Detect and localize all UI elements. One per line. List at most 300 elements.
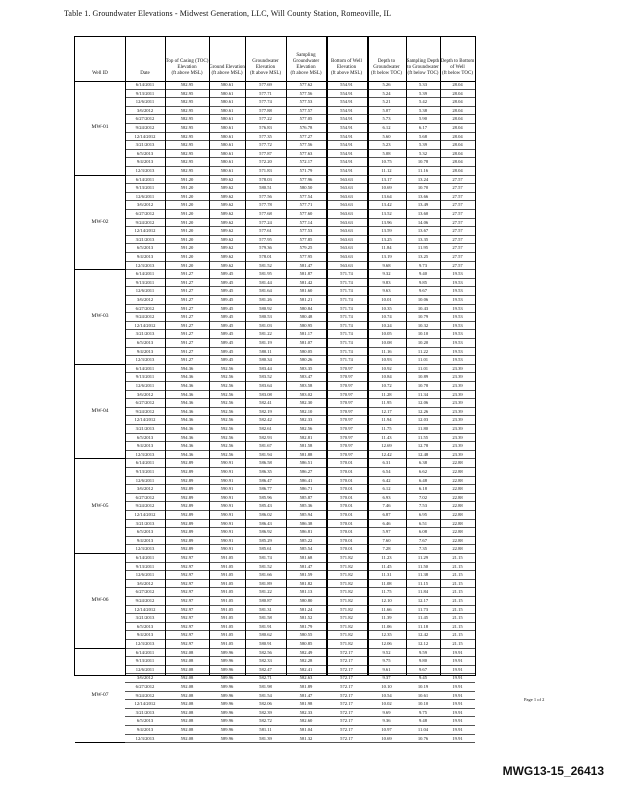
table-cell: 21.15: [452, 615, 463, 621]
table-cell: 594.36: [180, 408, 194, 414]
table-row: [125, 597, 475, 606]
table-cell: 589.62: [220, 176, 234, 182]
table-cell: 581.13: [299, 589, 313, 595]
table-cell: 12.78: [417, 443, 429, 449]
table-cell: 577.56: [299, 90, 313, 96]
table-cell: 6.18: [418, 486, 428, 492]
table-cell: 9/4/2013: [136, 443, 154, 449]
table-cell: 581.26: [259, 296, 272, 302]
table-cell: 580.26: [299, 357, 313, 363]
table-cell: 591.27: [180, 348, 194, 354]
table-cell: 580.51: [259, 185, 272, 191]
table-cell: 13.59: [381, 228, 392, 234]
table-cell: 581.52: [299, 615, 313, 621]
table-cell: 581.88: [299, 451, 313, 457]
table-cell: 580.34: [259, 357, 272, 363]
column-header-label: Sampling Groundwater Elevation: [292, 53, 320, 70]
table-cell: 592.56: [220, 391, 234, 397]
table-cell: 581.58: [299, 443, 313, 449]
table-cell: 591.27: [180, 296, 194, 302]
table-cell: 571.82: [340, 555, 353, 560]
table-cell: 582.06: [259, 701, 272, 707]
table-row: [125, 408, 475, 417]
table-cell: 23.39: [452, 451, 463, 457]
table-row: [125, 485, 475, 494]
table-row: [125, 468, 475, 477]
table-cell: 6/27/2012: [135, 305, 155, 311]
table-cell: 592.56: [220, 443, 234, 449]
table-cell: 592.56: [220, 434, 234, 440]
table-cell: 28.04: [452, 159, 463, 165]
table-cell: 570.01: [340, 460, 353, 466]
table-cell: 3/21/2013: [135, 615, 155, 621]
table-cell: 586.41: [299, 477, 313, 483]
table-cell: 592.97: [180, 632, 194, 638]
table-cell: 586.58: [259, 460, 272, 466]
table-cell: 591.20: [180, 193, 194, 199]
table-cell: 582.41: [259, 400, 272, 406]
table-cell: 12.42: [417, 632, 429, 638]
table-cell: 7.60: [382, 537, 391, 543]
table-cell: 13.60: [417, 210, 429, 216]
table-cell: 572.17: [340, 666, 353, 672]
table-cell: 590.91: [220, 503, 234, 509]
table-cell: 19.91: [452, 649, 463, 655]
table-cell: 589.96: [220, 666, 234, 672]
table-cell: 571.74: [340, 357, 353, 363]
table-cell: 12/6/2011: [135, 382, 155, 388]
table-cell: 28.04: [452, 99, 463, 105]
table-cell: 12/14/2012: [134, 417, 156, 423]
table-cell: 6/27/2012: [135, 683, 155, 689]
table-cell: 6/5/2013: [136, 150, 154, 156]
table-cell: 591.27: [180, 288, 194, 294]
table-cell: 6/14/2011: [135, 176, 155, 182]
table-cell: 7.46: [382, 503, 391, 509]
table-cell: 572.20: [259, 159, 272, 165]
table-cell: 589.62: [220, 228, 234, 234]
table-cell: 582.95: [180, 90, 194, 96]
table-cell: 577.95: [259, 236, 272, 242]
table-cell: 11.84: [381, 245, 392, 251]
table-cell: 6/27/2012: [135, 116, 155, 122]
table-cell: 19.53: [452, 314, 463, 320]
table-row: [125, 253, 475, 262]
column-header: [125, 37, 165, 81]
document-id: MWG13-15_26413: [502, 764, 604, 778]
table-row: [125, 141, 475, 150]
table-row: [125, 98, 475, 107]
table-cell: 581.66: [259, 572, 272, 578]
table-cell: 23.39: [452, 382, 463, 388]
table-cell: 5.73: [382, 116, 391, 122]
table-cell: 582.39: [259, 709, 272, 715]
table-cell: 571.83: [259, 168, 272, 173]
table-cell: 12/3/2013: [135, 262, 155, 268]
table-cell: 11.95: [381, 400, 392, 406]
table-cell: 582.95: [180, 107, 194, 113]
table-row: [125, 150, 475, 159]
table-cell: 591.05: [220, 623, 234, 629]
column-divider: [286, 37, 287, 675]
table-cell: 11.43: [381, 434, 392, 440]
table-cell: 563.63: [340, 210, 353, 216]
table-cell: 13.35: [417, 236, 429, 242]
table-cell: 594.36: [180, 425, 194, 431]
table-cell: 10.97: [381, 726, 392, 732]
table-cell: 577.05: [299, 116, 313, 122]
table-cell: 581.04: [299, 726, 313, 732]
table-cell: 6.38: [418, 460, 428, 466]
table-cell: 589.45: [220, 339, 234, 345]
table-cell: 582.95: [180, 133, 194, 139]
table-cell: 591.27: [180, 271, 194, 277]
table-cell: 19.91: [452, 735, 463, 741]
table-cell: 592.97: [180, 623, 194, 629]
table-cell: 11.22: [417, 348, 429, 354]
table-cell: 10.61: [417, 692, 429, 698]
table-cell: 9/13/2011: [135, 468, 155, 474]
table-cell: 11.95: [417, 245, 429, 251]
table-cell: 592.97: [180, 563, 194, 569]
table-cell: 6.31: [382, 460, 391, 466]
table-cell: 10.06: [417, 296, 429, 302]
table-cell: 589.45: [220, 288, 234, 294]
well-group: [75, 81, 475, 176]
table-cell: 27.57: [452, 202, 463, 208]
table-cell: 581.98: [299, 701, 313, 707]
table-cell: 10.92: [381, 365, 392, 371]
table-cell: 572.17: [340, 718, 353, 724]
column-header-label: Date: [140, 71, 150, 76]
table-row: [125, 657, 475, 666]
table-cell: 28.04: [452, 142, 463, 148]
table-cell: 590.91: [220, 477, 234, 483]
table-row: [125, 330, 475, 339]
well-id: MW-04: [91, 408, 109, 415]
table-cell: 592.89: [180, 537, 194, 543]
table-cell: 581.68: [299, 555, 313, 560]
table-row: [125, 322, 475, 331]
table-cell: 9.63: [382, 288, 391, 294]
table-row: [125, 545, 475, 554]
table-cell: 23.39: [452, 400, 463, 406]
table-cell: 591.05: [220, 563, 234, 569]
table-cell: 9/24/2012: [135, 219, 155, 225]
table-cell: 11.28: [381, 391, 392, 397]
table-cell: 11.04: [417, 726, 429, 732]
table-row: [125, 451, 475, 460]
table-cell: 563.63: [340, 262, 353, 268]
table-cell: 580.55: [299, 632, 313, 638]
column-header-label: Well ID: [92, 71, 108, 76]
table-cell: 571.79: [299, 168, 313, 173]
table-cell: 581.19: [259, 339, 272, 345]
table-cell: 581.22: [259, 331, 272, 337]
table-cell: 594.36: [180, 374, 194, 380]
table-cell: 10.10: [381, 683, 392, 689]
table-cell: 580.80: [299, 598, 313, 603]
table-row: [125, 305, 475, 314]
table-row: [125, 666, 475, 675]
table-cell: 590.91: [220, 511, 234, 517]
table-cell: 11.23: [381, 555, 392, 560]
table-cell: 581.47: [299, 262, 313, 268]
table-cell: 6/5/2013: [136, 245, 154, 251]
table-cell: 19.91: [452, 658, 463, 664]
column-header-label: Top of Casing (TOC) Elevation: [165, 59, 209, 70]
table-cell: 19.53: [452, 305, 463, 311]
table-cell: 570.01: [340, 494, 353, 500]
table-cell: 11.16: [381, 348, 392, 354]
table-row: [125, 365, 475, 374]
table-cell: 572.17: [340, 701, 353, 707]
table-cell: 13.96: [381, 219, 392, 225]
table-cell: 9.59: [418, 649, 428, 655]
table-cell: 580.11: [259, 348, 272, 354]
table-row: [125, 588, 475, 597]
table-cell: 590.91: [220, 537, 234, 543]
table-cell: 10.72: [381, 382, 392, 388]
column-header: [406, 37, 440, 81]
table-cell: 577.72: [259, 142, 272, 148]
table-cell: 9.45: [418, 675, 428, 681]
table-cell: 9/24/2012: [135, 692, 155, 698]
table-row: [125, 158, 475, 167]
table-cell: 13.19: [381, 253, 392, 259]
column-header-label: Sampling Depth to Groundwater: [406, 59, 440, 70]
table-cell: 11.75: [381, 589, 392, 595]
table-cell: 9.75: [418, 709, 428, 715]
table-cell: 6.62: [418, 468, 428, 474]
table-cell: 13.66: [417, 193, 429, 199]
table-cell: 6.48: [418, 477, 428, 483]
table-cell: 554.91: [340, 82, 353, 87]
table-cell: 570.97: [340, 382, 353, 388]
table-cell: 6/5/2013: [136, 623, 154, 629]
table-cell: 13.17: [381, 176, 392, 182]
table-cell: 19.91: [452, 683, 463, 689]
table-cell: 571.82: [340, 606, 353, 612]
table-cell: 583.64: [259, 382, 272, 388]
table-cell: 554.91: [340, 168, 353, 173]
table-cell: 582.95: [180, 150, 194, 156]
table-cell: 3/21/2013: [135, 331, 155, 337]
table-cell: 6/5/2013: [136, 529, 154, 535]
table-row: [125, 494, 475, 503]
table-cell: 3/6/2012: [136, 580, 154, 586]
table-cell: 6/14/2011: [135, 555, 155, 560]
table-cell: 589.62: [220, 210, 234, 216]
table-cell: 28.04: [452, 125, 463, 130]
table-cell: 592.08: [180, 658, 194, 664]
table-cell: 581.32: [299, 735, 313, 741]
table-cell: 11.08: [381, 580, 392, 586]
table-cell: 577.56: [259, 193, 272, 199]
table-cell: 581.44: [259, 279, 272, 285]
table-cell: 11.39: [381, 615, 392, 621]
table-cell: 554.91: [340, 116, 353, 122]
table-cell: 592.97: [180, 641, 194, 646]
table-cell: 563.63: [340, 228, 353, 234]
table-cell: 6/14/2011: [135, 365, 155, 371]
table-cell: 582.95: [180, 82, 194, 87]
table-cell: 581.67: [259, 443, 272, 449]
table-cell: 28.04: [452, 82, 463, 87]
table-cell: 581.91: [259, 623, 272, 629]
table-row: [125, 528, 475, 537]
well-id: MW-02: [91, 218, 109, 225]
table-cell: 28.04: [452, 168, 463, 173]
table-cell: 577.85: [299, 236, 313, 242]
table-cell: 554.91: [340, 125, 353, 130]
column-header: [245, 37, 286, 81]
table-cell: 21.15: [452, 572, 463, 578]
table-cell: 23.39: [452, 374, 463, 380]
table-cell: 19.91: [452, 701, 463, 707]
table-cell: 591.27: [180, 322, 194, 328]
table-cell: 12/6/2011: [135, 99, 155, 105]
table-cell: 586.02: [259, 511, 272, 517]
table-cell: 582.93: [259, 434, 272, 440]
table-cell: 591.27: [180, 339, 194, 345]
table-cell: 570.01: [340, 477, 353, 483]
table-row: [125, 296, 475, 305]
table-cell: 589.96: [220, 718, 234, 724]
table-cell: 577.63: [299, 150, 313, 156]
table-cell: 581.54: [259, 692, 272, 698]
table-cell: 592.89: [180, 468, 194, 474]
table-cell: 583.52: [259, 374, 272, 380]
table-cell: 594.36: [180, 400, 194, 406]
table-cell: 580.61: [220, 150, 234, 156]
table-cell: 592.56: [220, 408, 234, 414]
table-cell: 590.91: [220, 460, 234, 466]
table-cell: 586.81: [299, 529, 313, 535]
table-cell: 9.37: [382, 675, 391, 681]
table-cell: 11.15: [417, 580, 429, 586]
table-cell: 582.95: [180, 125, 194, 130]
table-cell: 570.01: [340, 546, 353, 552]
table-cell: 582.95: [180, 99, 194, 105]
table-cell: 583.35: [299, 365, 313, 371]
table-cell: 5.26: [382, 82, 391, 87]
table-cell: 577.62: [299, 82, 313, 87]
table-cell: 592.08: [180, 718, 194, 724]
table-cell: 12/14/2012: [134, 228, 156, 234]
table-cell: 9/4/2013: [136, 253, 154, 259]
table-cell: 581.82: [299, 580, 313, 586]
table-cell: 9/24/2012: [135, 408, 155, 414]
well-group: [75, 270, 475, 365]
column-header-label: Depth to Groundwater: [373, 59, 400, 70]
table-cell: 582.33: [299, 417, 313, 423]
table-cell: 3/21/2013: [135, 142, 155, 148]
table-cell: 578.01: [259, 253, 272, 259]
table-cell: 582.28: [299, 658, 313, 664]
table-cell: 6.51: [418, 520, 428, 526]
table-cell: 12.10: [381, 598, 392, 603]
table-cell: 592.89: [180, 520, 194, 526]
table-cell: 570.97: [340, 391, 353, 397]
column-header-label: Bottom of Well Elevation: [331, 59, 362, 70]
table-cell: 6/14/2011: [135, 649, 155, 655]
table-cell: 23.39: [452, 417, 463, 423]
table-cell: 10.84: [381, 374, 392, 380]
column-header-units: (ft above MSL): [330, 71, 363, 76]
table-row: [125, 133, 475, 142]
table-cell: 13.42: [381, 202, 392, 208]
table-cell: 22.88: [452, 511, 463, 517]
table-cell: 22.88: [452, 486, 463, 492]
table-cell: 3/6/2012: [136, 296, 154, 302]
well-group: [75, 365, 475, 460]
table-cell: 571.82: [340, 563, 353, 569]
table-cell: 590.91: [220, 529, 234, 535]
table-cell: 592.08: [180, 683, 194, 689]
table-cell: 13.52: [381, 210, 392, 216]
table-cell: 591.05: [220, 580, 234, 586]
table-row: [125, 270, 475, 279]
table-cell: 582.95: [180, 159, 194, 165]
column-header-label: Groundwater Elevation: [252, 59, 279, 70]
table-cell: 6/14/2011: [135, 460, 155, 466]
table-cell: 571.82: [340, 572, 353, 578]
well-group: [75, 176, 475, 271]
table-cell: 12/14/2012: [134, 606, 156, 612]
table-cell: 5.32: [418, 150, 428, 156]
table-cell: 589.62: [220, 202, 234, 208]
table-cell: 9/13/2011: [135, 658, 155, 664]
table-cell: 592.56: [220, 451, 234, 457]
table-cell: 591.27: [180, 305, 194, 311]
table-cell: 12/3/2013: [135, 168, 155, 173]
table-cell: 13.25: [417, 253, 429, 259]
table-cell: 7.02: [418, 494, 428, 500]
table-cell: 5.39: [418, 90, 428, 96]
table-cell: 563.63: [340, 245, 353, 251]
table-cell: 3/21/2013: [135, 520, 155, 526]
table-cell: 554.91: [340, 133, 353, 139]
table-cell: 10.76: [417, 735, 429, 741]
table-cell: 592.97: [180, 580, 194, 586]
table-row: [125, 442, 475, 451]
table-cell: 586.77: [259, 486, 272, 492]
table-cell: 592.08: [180, 675, 194, 681]
table-cell: 12.17: [417, 598, 429, 603]
table-cell: 11.45: [381, 563, 392, 569]
table-cell: 13.25: [381, 236, 392, 242]
table-cell: 591.05: [220, 641, 234, 646]
table-row: [125, 193, 475, 202]
table-cell: 13.49: [417, 202, 429, 208]
table-cell: 6.12: [382, 125, 391, 130]
well-id: MW-05: [91, 502, 109, 509]
table-cell: 12/3/2013: [135, 357, 155, 363]
table-cell: 580.61: [220, 133, 234, 139]
table-cell: 19.91: [452, 666, 463, 672]
table-cell: 9/4/2013: [136, 159, 154, 165]
table-cell: 581.89: [259, 580, 272, 586]
column-header: [367, 37, 406, 81]
table-row: [125, 219, 475, 228]
table-cell: 11.31: [381, 572, 392, 578]
table-cell: 586.27: [299, 468, 313, 474]
table-cell: 571.82: [340, 615, 353, 621]
table-cell: 582.47: [259, 666, 272, 672]
table-cell: 581.47: [299, 692, 313, 698]
table-cell: 581.95: [259, 271, 272, 277]
